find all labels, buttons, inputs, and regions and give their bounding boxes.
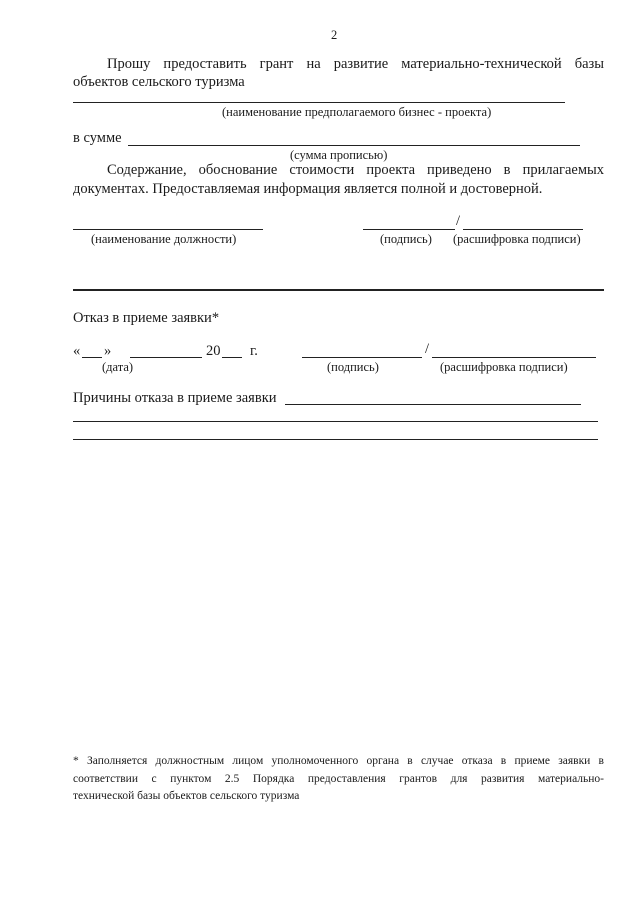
refusal-signature-field[interactable]	[302, 357, 422, 358]
project-name-field[interactable]	[73, 102, 565, 103]
page-number: 2	[331, 28, 338, 42]
section-divider	[73, 289, 604, 291]
date-day-field[interactable]	[82, 357, 102, 358]
applicant-signature-caption: (подпись)	[380, 232, 432, 246]
refusal-slash: /	[425, 341, 430, 357]
request-text-line1: Прошу предоставить грант на развитие материально-технической базы	[107, 56, 604, 72]
amount-label: в сумме	[73, 130, 122, 146]
reasons-field-line3[interactable]	[73, 439, 598, 440]
amount-field[interactable]	[128, 145, 580, 146]
footnote-line1: * Заполняется должностным лицом уполномоченного органа в случае отказа в приеме заявки в	[73, 755, 604, 767]
applicant-signature-field[interactable]	[363, 229, 455, 230]
applicant-decoding-field[interactable]	[463, 229, 583, 230]
project-name-caption: (наименование предполагаемого бизнес - проекта)	[222, 105, 492, 119]
date-close-quote: »	[104, 343, 112, 359]
date-year-prefix: 20	[206, 343, 221, 359]
footnote-line2: соответствии с пунктом 2.5 Порядка предоставления грантов для развития материально-	[73, 773, 604, 785]
refusal-decoding-caption: (расшифровка подписи)	[440, 360, 568, 374]
date-caption: (дата)	[102, 360, 134, 374]
date-year-field[interactable]	[222, 357, 242, 358]
reasons-field-line1[interactable]	[285, 404, 581, 405]
date-open-quote: «	[73, 343, 81, 359]
date-year-suffix: г.	[250, 343, 258, 359]
position-caption: (наименование должности)	[91, 232, 237, 246]
content-text-line2: документах. Предоставляемая информация является полной и достоверной.	[73, 181, 543, 197]
applicant-slash: /	[456, 213, 461, 229]
refusal-signature-caption: (подпись)	[327, 360, 379, 374]
position-field[interactable]	[73, 229, 263, 230]
request-text-line2: объектов сельского туризма	[73, 74, 245, 90]
footnote-line3: технической базы объектов сельского туризма	[73, 790, 300, 802]
refusal-title: Отказ в приеме заявки*	[73, 310, 220, 326]
date-month-field[interactable]	[130, 357, 202, 358]
reasons-label: Причины отказа в приеме заявки	[73, 390, 277, 406]
amount-caption: (сумма прописью)	[290, 148, 388, 162]
reasons-field-line2[interactable]	[73, 421, 598, 422]
refusal-decoding-field[interactable]	[432, 357, 596, 358]
applicant-decoding-caption: (расшифровка подписи)	[453, 232, 581, 246]
content-text-line1: Содержание, обоснование стоимости проекта приведено в прилагаемых	[107, 162, 604, 178]
